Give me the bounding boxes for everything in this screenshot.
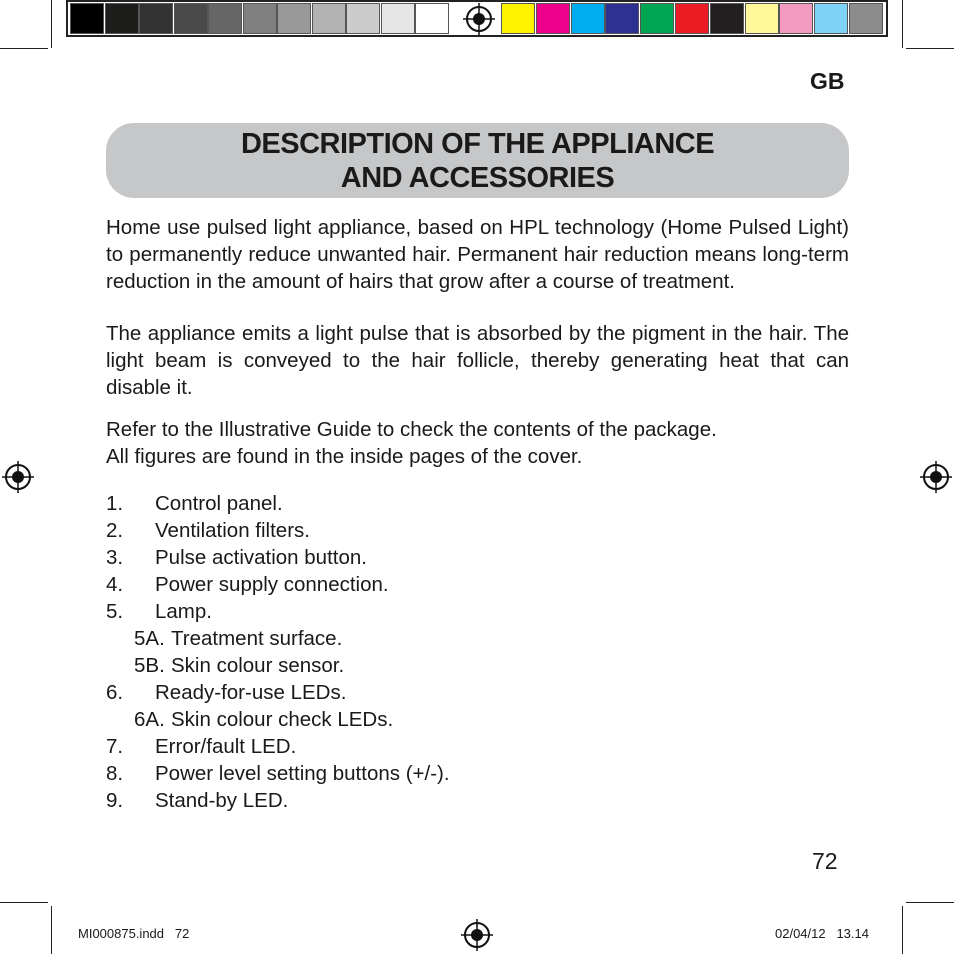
list-item-text: Power level setting buttons (+/-). xyxy=(155,762,450,785)
gray-swatch xyxy=(312,3,346,34)
color-swatch xyxy=(501,3,535,34)
registration-mark-icon xyxy=(463,3,495,35)
registration-mark-icon xyxy=(920,461,952,493)
list-item-text: Skin colour check LEDs. xyxy=(171,708,394,731)
color-swatch xyxy=(745,3,779,34)
color-swatch xyxy=(849,3,883,34)
list-item-text: Treatment surface. xyxy=(171,627,343,650)
registration-mark-icon xyxy=(2,461,34,493)
crop-mark xyxy=(51,906,52,954)
guide-note: Refer to the Illustrative Guide to check the contents of the package. xyxy=(106,418,717,441)
section-title-banner xyxy=(106,123,849,198)
list-item-number: 4. xyxy=(106,573,124,596)
crop-mark xyxy=(51,0,52,48)
color-swatch xyxy=(640,3,674,34)
list-item-text: Pulse activation button. xyxy=(155,546,367,569)
gray-swatch xyxy=(381,3,415,34)
list-item-number: 6. xyxy=(106,681,124,704)
list-item-number: 5B. xyxy=(134,654,165,677)
gray-swatch xyxy=(174,3,208,34)
gray-swatch xyxy=(243,3,277,34)
list-item-text: Power supply connection. xyxy=(155,573,389,596)
list-item-text: Ventilation filters. xyxy=(155,519,310,542)
gray-swatch xyxy=(277,3,311,34)
list-item-number: 7. xyxy=(106,735,124,758)
crop-mark xyxy=(906,902,954,903)
gray-swatch xyxy=(208,3,242,34)
crop-mark xyxy=(902,906,903,954)
list-item-text: Lamp. xyxy=(155,600,212,623)
crop-mark xyxy=(902,0,903,48)
crop-mark xyxy=(0,902,48,903)
page-number: 72 xyxy=(812,848,838,874)
list-item-text: Stand-by LED. xyxy=(155,789,289,812)
guide-note: All figures are found in the inside pages of the cover. xyxy=(106,445,583,468)
date-slug: 02/04/12 13.14 xyxy=(775,926,869,941)
list-item-text: Skin colour sensor. xyxy=(171,654,345,677)
gray-swatch xyxy=(139,3,173,34)
color-swatch xyxy=(779,3,813,34)
section-title-line2: AND ACCESSORIES xyxy=(340,161,615,194)
color-swatch xyxy=(536,3,570,34)
color-swatch xyxy=(675,3,709,34)
crop-mark xyxy=(0,48,48,49)
language-code: GB xyxy=(810,68,845,94)
color-swatch xyxy=(605,3,639,34)
intro-paragraph: Home use pulsed light appliance, based on HPL technology (Home Pulsed Light) to permanently reduce unwanted hair. Permanent hair reduction means long-term reduction in the amount of hairs that grow after a course of treatment. xyxy=(106,216,849,293)
list-item-number: 6A. xyxy=(134,708,165,731)
list-item-number: 9. xyxy=(106,789,124,812)
list-item-number: 3. xyxy=(106,546,124,569)
list-item-text: Error/fault LED. xyxy=(155,735,297,758)
gray-swatch xyxy=(105,3,139,34)
list-item-number: 5. xyxy=(106,600,124,623)
list-item-text: Control panel. xyxy=(155,492,283,515)
list-item-number: 5A. xyxy=(134,627,165,650)
crop-mark xyxy=(906,48,954,49)
color-swatch xyxy=(814,3,848,34)
list-item-number: 1. xyxy=(106,492,124,515)
color-swatch xyxy=(710,3,744,34)
color-swatch xyxy=(571,3,605,34)
list-item-number: 8. xyxy=(106,762,124,785)
gray-swatch xyxy=(415,3,449,34)
intro-paragraph: The appliance emits a light pulse that is absorbed by the pigment in the hair. The light beam is conveyed to the hair follicle, thereby generating heat that can disable it. xyxy=(106,322,849,399)
list-item-number: 2. xyxy=(106,519,124,542)
list-item-text: Ready-for-use LEDs. xyxy=(155,681,347,704)
file-slug: MI000875.indd 72 xyxy=(78,926,190,941)
registration-mark-icon xyxy=(461,919,493,951)
section-title-line1: DESCRIPTION OF THE APPLIANCE xyxy=(240,127,715,160)
gray-swatch xyxy=(346,3,380,34)
gray-swatch xyxy=(70,3,104,34)
